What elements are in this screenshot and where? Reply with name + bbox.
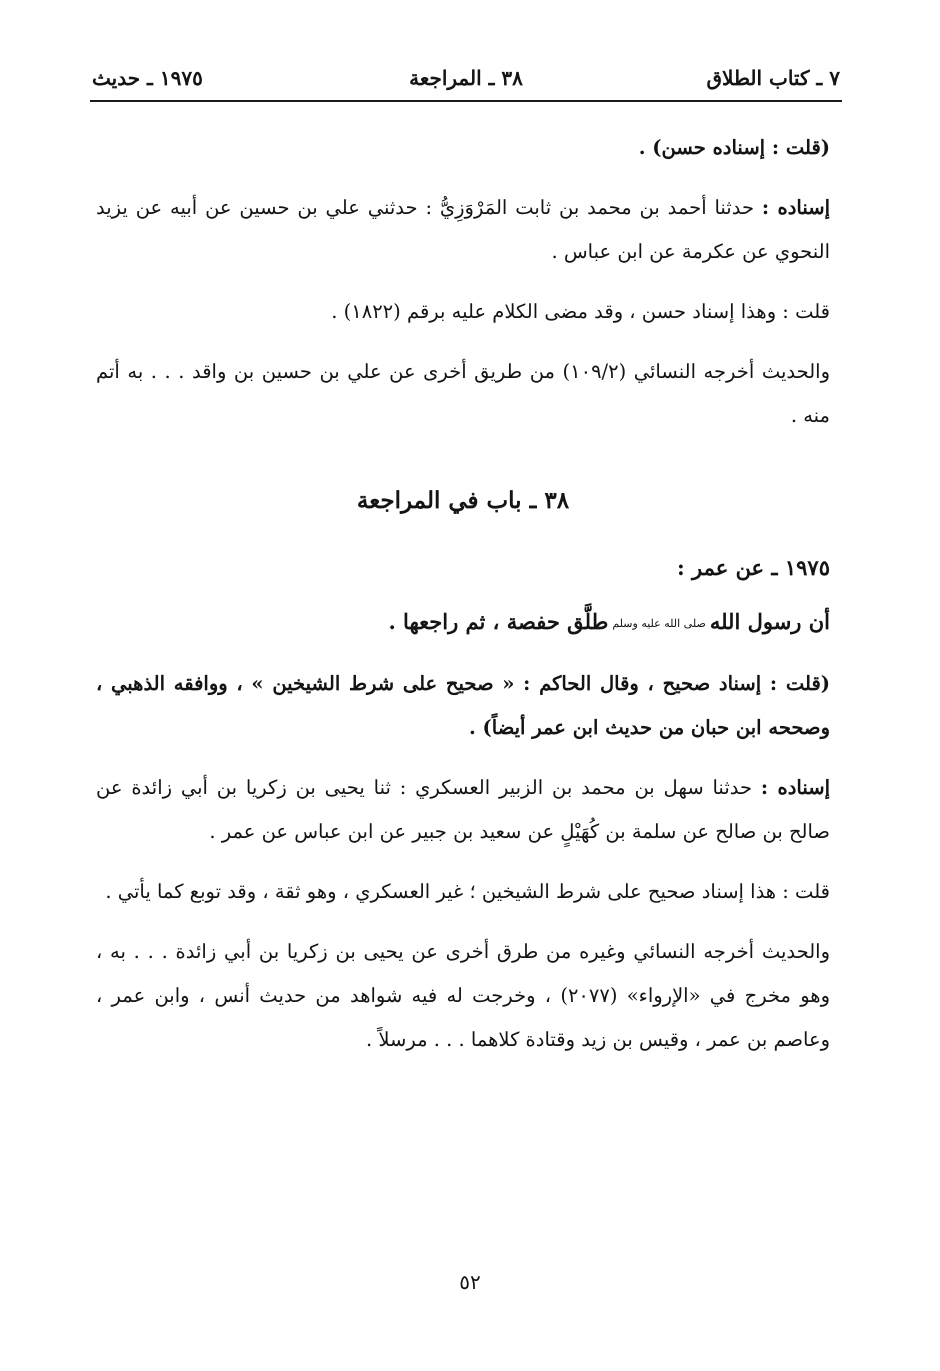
grading-paragraph-2: (قلت : إسناد صحيح ، وقال الحاكم : « صحيح على شرط الشيخين » ، ووافقه الذهبي ، وصححه ابن حبان من حديث ابن عمر أيضاً) . [96,672,830,739]
hadith-text-after: طلَّق حفصة ، ثم راجعها . [388,609,609,634]
takhrij-paragraph: والحديث أخرجه النسائي (١٠٩/٢) من طريق أخرى عن علي بن حسين بن واقد . . . به أتم منه . [96,360,830,427]
page-body [96,126,830,1078]
isnad-paragraph-2 [96,766,830,854]
chapter-heading: ٣٨ ـ باب في المراجعة [356,487,570,514]
page-number: ٥٢ [459,1270,481,1294]
header-chapter-title: ٣٨ ـ المراجعة [409,66,523,90]
comment-paragraph: قلت : وهذا إسناد حسن ، وقد مضى الكلام عليه برقم (١٨٢٢) . [331,300,830,323]
isnad-label-2: إسناده : [760,776,830,799]
isnad-paragraph [96,186,830,274]
grading-paragraph: (قلت : إسناده حسن) . [638,136,830,159]
comment-paragraph-2: قلت : هذا إسناد صحيح على شرط الشيخين ؛ غير العسكري ، وهو ثقة ، وقد توبع كما يأتي . [105,880,830,903]
running-header [92,62,840,96]
isnad-text-2: حدثنا سهل بن محمد بن الزبير العسكري : ثنا يحيى بن زكريا بن أبي زائدة عن صالح بن صالح عن سلمة بن كُهَيْلٍ عن سعيد بن جبير عن ابن عباس عن عمر . [96,776,830,843]
header-divider [90,100,842,102]
header-hadith-label: ١٩٧٥ ـ حديث [92,66,203,90]
honorific-ligature: صلى الله عليه وسلم [612,616,706,630]
hadith-text [96,600,830,644]
header-book-title: ٧ ـ كتاب الطلاق [706,66,840,90]
hadith-text-before: أن رسول الله [709,609,830,634]
hadith-number: ١٩٧٥ ـ عن عمر : [676,555,830,580]
isnad-text: حدثنا أحمد بن محمد بن ثابت المَرْوَزِيُّ : حدثني علي بن حسين عن أبيه عن يزيد النحوي عن عكرمة عن ابن عباس . [96,196,830,263]
isnad-label: إسناده : [761,196,830,219]
takhrij-paragraph-2: والحديث أخرجه النسائي وغيره من طرق أخرى عن يحيى بن زكريا بن أبي زائدة . . . به ، وهو مخرج في «الإرواء» (٢٠٧٧) ، وخرجت له فيه شواهد من حديث أنس ، وابن عمر ، وعاصم بن عمر ، وقيس بن زيد وقتادة كلاهما . . . مرسلاً . [96,940,831,1051]
